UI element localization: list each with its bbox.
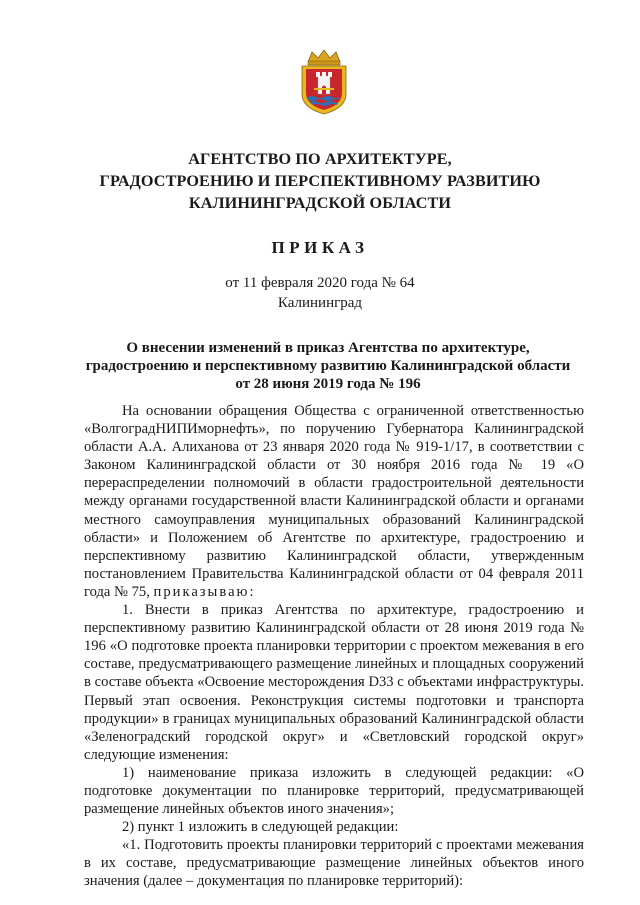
city-name: Калининград bbox=[277, 295, 363, 311]
agency-name-line3: КАЛИНИНГРАДСКОЙ ОБЛАСТИ bbox=[188, 194, 452, 212]
document-type-title: ПРИКАЗ bbox=[271, 238, 369, 257]
agency-name bbox=[60, 148, 580, 214]
order-subject bbox=[80, 339, 576, 393]
order-body bbox=[84, 402, 584, 891]
document-date-block bbox=[0, 273, 640, 313]
preamble-paragraph bbox=[84, 402, 584, 601]
subject-line1: О внесении изменений в приказ Агентства по архитектуре, bbox=[126, 340, 530, 356]
new-clause-1-paragraph: «1. Подготовить проекты планировки территорий с проектами межевания в их составе, предусматривающие размещение линейных объектов иного значения (далее – документация по планировке территорий): bbox=[84, 837, 584, 890]
coat-of-arms-icon bbox=[296, 48, 352, 116]
subject-line3: от 28 июня 2019 года № 196 bbox=[235, 376, 421, 392]
preamble-text: На основании обращения Общества с ограниченной ответственностью «ВолгоградНИПИморнефть», по поручению Губернатора Калининградской области А.А. Алиханова от 23 января 2020 года № 919-1/17, в соответствии с Законом Калининградской области от 30 ноября 2016 года № 19 «О перераспределении полномочий в области градостроительной деятельности между органами государственной власти Калининградской области и органами местного самоуправления муниципальных образований Калининградской области» и Положением об Агентстве по архитектуре, градостроению и перспективному развитию Калининградской области, утвержденным постановлением Правительства Калининградской области от 04 февраля 2011 года № 75, bbox=[84, 403, 584, 600]
date-and-number: от 11 февраля 2020 года № 64 bbox=[225, 275, 415, 291]
subclause-2-paragraph: 2) пункт 1 изложить в следующей редакции: bbox=[122, 819, 399, 836]
clause-1-paragraph: 1. Внести в приказ Агентства по архитектуре, градостроению и перспективному развитию Калининградской области от 28 июня 2019 года № 196 «О подготовке проекта планировки территории с проектом межевания в его составе, предусматривающего размещение линейных и площадных сооружений в составе объекта «Освоение месторождения D33 с объектами инфраструктуры. Первый этап освоения. Реконструкция системы подготовки и транспорта продукции» в границах муниципальных образований Калининградской области «Зеленоградский городской округ» и «Светловский городской округ» следующие изменения: bbox=[84, 602, 584, 763]
agency-name-line1: АГЕНТСТВО ПО АРХИТЕКТУРЕ, bbox=[188, 150, 452, 168]
order-directive: приказываю: bbox=[153, 583, 256, 600]
subclause-1-paragraph: 1) наименование приказа изложить в следующей редакции: «О подготовке документации по планировке территорий, предусматривающей размещение линейных объектов иного значения»; bbox=[84, 764, 584, 818]
subject-line2: градостроению и перспективному развитию Калининградской области bbox=[85, 358, 571, 374]
agency-name-line2: ГРАДОСТРОЕНИЮ И ПЕРСПЕКТИВНОМУ РАЗВИТИЮ bbox=[99, 172, 541, 190]
